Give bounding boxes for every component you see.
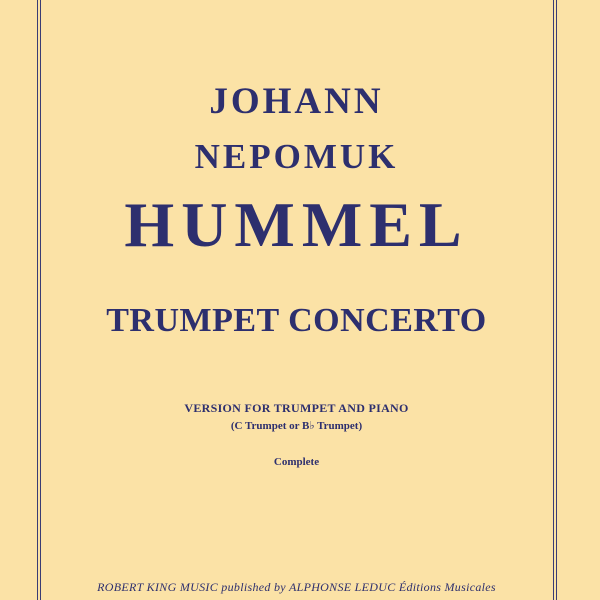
frame-line-right-inner xyxy=(553,0,554,600)
instrument-note: (C Trumpet or B♭ Trumpet) xyxy=(230,420,363,432)
frame-line-right-outer xyxy=(556,0,557,600)
frame-line-left-outer xyxy=(37,0,38,600)
version-subtitle: VERSION FOR TRUMPET AND PIANO xyxy=(184,401,409,415)
composer-middle-name: NEPOMUK xyxy=(194,137,399,176)
composer-first-name: JOHANN xyxy=(209,81,384,122)
work-title: TRUMPET CONCERTO xyxy=(106,302,487,339)
publisher-line: ROBERT KING MUSIC published by ALPHONSE LEDUC Éditions Musicales xyxy=(97,580,496,594)
completeness-note: Complete xyxy=(273,456,320,468)
composer-last-name: HUMMEL xyxy=(124,189,469,260)
